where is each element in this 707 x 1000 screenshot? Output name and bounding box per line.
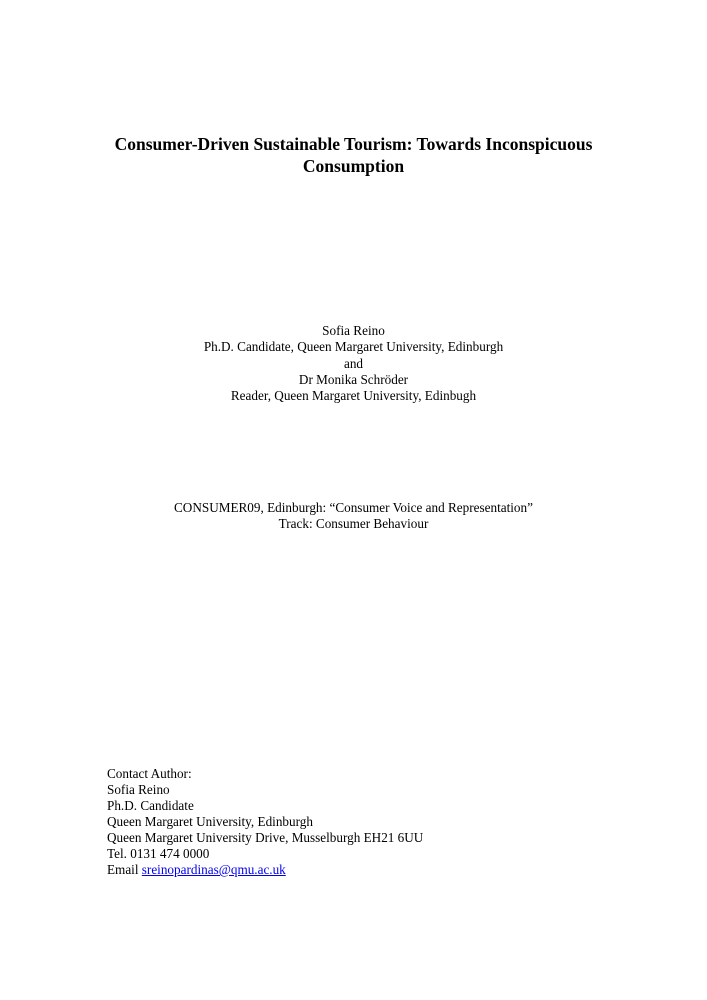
author-2-affiliation: Reader, Queen Margaret University, Edinbugh xyxy=(230,388,477,404)
contact-position: Ph.D. Candidate xyxy=(107,798,194,813)
contact-address: Queen Margaret University Drive, Musselburgh EH21 6UU xyxy=(107,830,424,845)
contact-email-link[interactable]: sreinopardinas@qmu.ac.uk xyxy=(141,862,286,877)
contact-email-line xyxy=(107,862,607,878)
author-1-name: Sofia Reino xyxy=(322,323,385,338)
conference-name: CONSUMER09, Edinburgh: “Consumer Voice and Representation” xyxy=(174,500,533,515)
contact-institution: Queen Margaret University, Edinburgh xyxy=(107,814,313,829)
author-1-affiliation: Ph.D. Candidate, Queen Margaret University, Edinburgh xyxy=(203,339,504,355)
contact-name: Sofia Reino xyxy=(107,782,170,797)
author-block xyxy=(60,323,647,404)
author-conjunction: and xyxy=(343,355,364,371)
contact-heading: Contact Author: xyxy=(107,766,192,781)
contact-block xyxy=(107,766,607,878)
author-2-name: Dr Monika Schröder xyxy=(298,371,409,387)
paper-title xyxy=(60,133,647,177)
conference-track: Track: Consumer Behaviour xyxy=(278,516,429,532)
conference-info xyxy=(60,500,647,533)
contact-email-label: Email xyxy=(107,862,139,877)
contact-phone: Tel. 0131 474 0000 xyxy=(107,846,210,861)
title-line-1: Consumer-Driven Sustainable Tourism: Towards Inconspicuous xyxy=(114,134,593,154)
title-line-2: Consumption xyxy=(302,156,405,176)
